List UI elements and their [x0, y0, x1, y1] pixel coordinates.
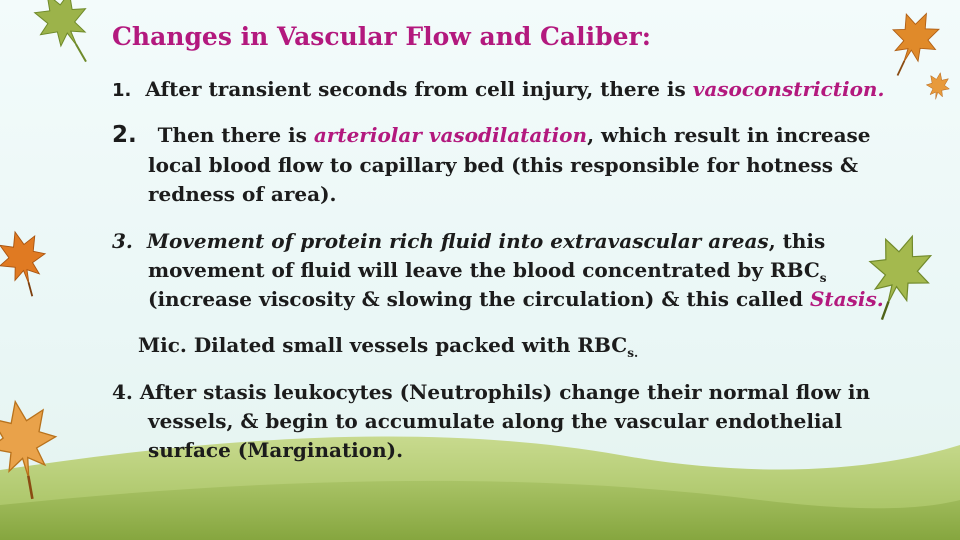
- item-3-number: 3.: [112, 229, 133, 253]
- mic-note-subscript: s.: [627, 346, 639, 360]
- item-3-line3: [148, 285, 884, 314]
- item-3-line3-main: (increase viscosity & slowing the circulation) & this called: [148, 287, 810, 311]
- list-item-3: [112, 227, 825, 256]
- item-2-lead: Then there is: [157, 123, 314, 147]
- item-1-text: After transient seconds from cell injury, there is: [145, 77, 693, 101]
- item-2-number: 2.: [112, 122, 137, 148]
- slide-title: Changes in Vascular Flow and Caliber:: [112, 22, 651, 51]
- item-2-line2: local blood flow to capillary bed (this responsible for hotness &: [148, 153, 859, 177]
- maple-leaf-icon: [0, 226, 55, 302]
- maple-leaf-icon: [24, 0, 108, 75]
- list-item-4: 4. After stasis leukocytes (Neutrophils) change their normal flow in: [112, 380, 870, 404]
- list-item-1: [112, 75, 884, 105]
- mic-note: [138, 331, 638, 360]
- maple-leaf-icon: [924, 71, 952, 102]
- item-3-emphasis: Movement of protein rich fluid into extravascular areas: [146, 229, 769, 253]
- maple-leaf-icon: [876, 4, 947, 86]
- list-item-2: [112, 121, 871, 150]
- item-3-line2: [148, 256, 827, 285]
- item-2-line1-rest: , which result in increase: [587, 123, 871, 147]
- item-4-line2: vessels, & begin to accumulate along the vascular endothelial: [148, 409, 843, 433]
- item-2-line3: redness of area).: [148, 182, 337, 206]
- mic-note-main: Mic. Dilated small vessels packed with RBC: [138, 333, 628, 357]
- item-3-line2-main: movement of fluid will leave the blood concentrated by RBC: [148, 258, 820, 282]
- item-3-line2-subscript: s: [819, 271, 827, 285]
- maple-leaf-icon: [853, 226, 942, 331]
- item-1-number: 1.: [112, 80, 132, 101]
- item-1-emphasis: vasoconstriction.: [692, 77, 885, 101]
- item-2-emphasis: arteriolar vasodilatation: [313, 123, 588, 147]
- item-3-line3-emphasis: Stasis.: [809, 287, 884, 311]
- item-3-line1-rest: , this: [768, 229, 826, 253]
- item-4-line3: surface (Margination).: [148, 438, 404, 462]
